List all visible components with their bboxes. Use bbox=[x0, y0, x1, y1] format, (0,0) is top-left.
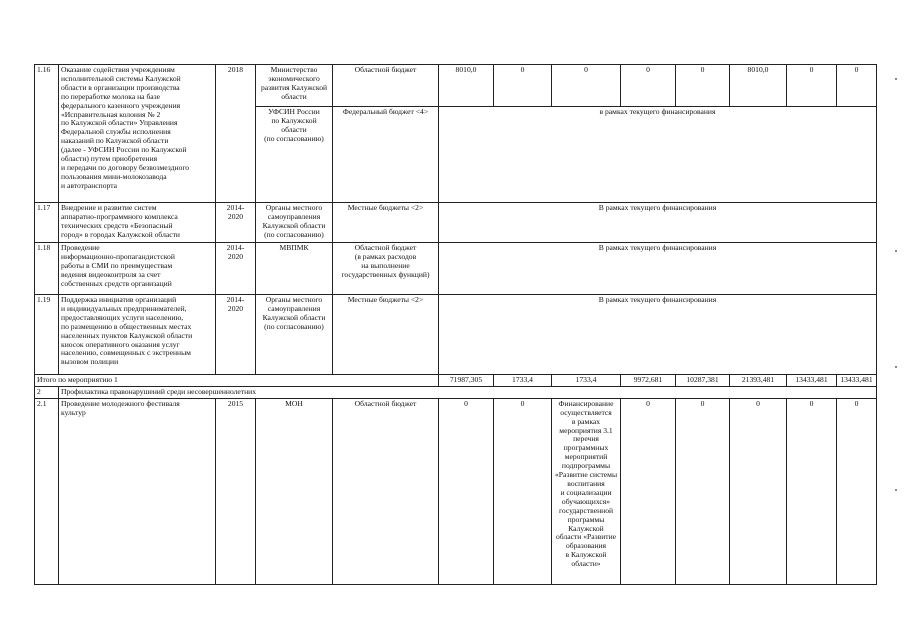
value-cell: 0 bbox=[837, 65, 877, 107]
financing-note: в рамках текущего финансирования bbox=[439, 107, 877, 203]
value-cell: 0 bbox=[621, 65, 676, 107]
total-value: 13433,481 bbox=[787, 375, 837, 387]
financing-note: Финансирование осуществляется в рамках мероприятия 3.1 перечня программных мероприятий подпрограммы «Развитие системы воспитания и социализации обучающихся» государственной программы Калужской области «Развитие образования в Калужской области» bbox=[552, 398, 621, 584]
measure-name: Оказание содействия учреждениям исполнительной системы Калужской области в организации производства по переработке молока на базе федерального казенного учреждения «Исправительная колония № 2 по Калужской области» Управления Федеральной службы исполнения наказаний по Калужской области (далее - УФСИН России по Калужской области) путем приобретения и передачи по договору безвозмездного пользования мини-молокозавода и автотранспорта bbox=[59, 65, 216, 203]
executor: Органы местного самоуправления Калужской области (по согласованию) bbox=[256, 203, 333, 243]
row-number: 1.16 bbox=[35, 65, 59, 203]
row-number: 2 bbox=[35, 386, 59, 398]
scan-mark bbox=[895, 78, 897, 80]
scan-mark bbox=[895, 250, 897, 252]
total-value: 10287,381 bbox=[676, 375, 730, 387]
total-value: 1733,4 bbox=[494, 375, 552, 387]
value-cell: 8010,0 bbox=[439, 65, 494, 107]
measure-name: Внедрение и развитие систем аппаратно-программного комплекса технических средств «Безопасный город» в городах Калужской области bbox=[59, 203, 216, 243]
value-cell: 0 bbox=[676, 65, 730, 107]
program-table bbox=[34, 64, 877, 585]
financing-note: В рамках текущего финансирования bbox=[439, 243, 877, 295]
executor: МОН bbox=[256, 398, 333, 584]
value-cell: 0 bbox=[837, 398, 877, 584]
measure-name: Проведение молодежного фестиваля культур bbox=[59, 398, 216, 584]
total-value: 21393,481 bbox=[730, 375, 787, 387]
row-number: 1.19 bbox=[35, 295, 59, 375]
period: 2018 bbox=[216, 65, 256, 203]
total-value: 13433,481 bbox=[837, 375, 877, 387]
funding-source: Областной бюджет bbox=[333, 398, 439, 584]
funding-source: Местные бюджеты <2> bbox=[333, 295, 439, 375]
value-cell: 0 bbox=[439, 398, 494, 584]
funding-source: Местные бюджеты <2> bbox=[333, 203, 439, 243]
funding-source: Областной бюджет bbox=[333, 65, 439, 107]
funding-source: Федеральный бюджет <4> bbox=[333, 107, 439, 203]
table-row bbox=[35, 398, 877, 584]
total-label: Итого по мероприятию 1 bbox=[35, 375, 439, 387]
total-value: 71987,305 bbox=[439, 375, 494, 387]
value-cell: 0 bbox=[552, 65, 621, 107]
value-cell: 0 bbox=[494, 398, 552, 584]
period: 2015 bbox=[216, 398, 256, 584]
row-number: 1.17 bbox=[35, 203, 59, 243]
executor: Органы местного самоуправления Калужской области (по согласованию) bbox=[256, 295, 333, 375]
section-row bbox=[35, 386, 877, 398]
period: 2014- 2020 bbox=[216, 243, 256, 295]
value-cell: 0 bbox=[494, 65, 552, 107]
period: 2014- 2020 bbox=[216, 203, 256, 243]
value-cell: 0 bbox=[787, 65, 837, 107]
period: 2014- 2020 bbox=[216, 295, 256, 375]
financing-note: В рамках текущего финансирования bbox=[439, 203, 877, 243]
table-row bbox=[35, 203, 877, 243]
row-number: 1.18 bbox=[35, 243, 59, 295]
total-value: 1733,4 bbox=[552, 375, 621, 387]
value-cell: 0 bbox=[621, 398, 676, 584]
executor: Министерство экономического развития Калужской области bbox=[256, 65, 333, 107]
value-cell: 8010,0 bbox=[730, 65, 787, 107]
executor: УФСИН России по Калужской области (по согласованию) bbox=[256, 107, 333, 203]
measure-name: Проведение информационно-пропагандистской работы в СМИ по преимуществам ведения видеоконтроля за счет собственных средств организаций bbox=[59, 243, 216, 295]
value-cell: 0 bbox=[730, 398, 787, 584]
value-cell: 0 bbox=[676, 398, 730, 584]
funding-source: Областной бюджет (в рамках расходов на выполнение государственных функций) bbox=[333, 243, 439, 295]
total-value: 9972,681 bbox=[621, 375, 676, 387]
table-row bbox=[35, 295, 877, 375]
table-row bbox=[35, 65, 877, 107]
row-number: 2.1 bbox=[35, 398, 59, 584]
table-row bbox=[35, 243, 877, 295]
measure-name: Поддержка инициатив организаций и индивидуальных предпринимателей, предоставляющих услуги населению, по размещению в общественных местах населенных пунктов Калужской области киосок оперативного оказания услуг населению, совмещенных с экстренным вызовом полиции bbox=[59, 295, 216, 375]
section-title: Профилактика правонарушений среди несовершеннолетних bbox=[59, 386, 877, 398]
scan-mark bbox=[895, 366, 897, 368]
scan-mark bbox=[895, 489, 897, 491]
value-cell: 0 bbox=[787, 398, 837, 584]
financing-note: В рамках текущего финансирования bbox=[439, 295, 877, 375]
executor: МВПМК bbox=[256, 243, 333, 295]
total-row bbox=[35, 375, 877, 387]
